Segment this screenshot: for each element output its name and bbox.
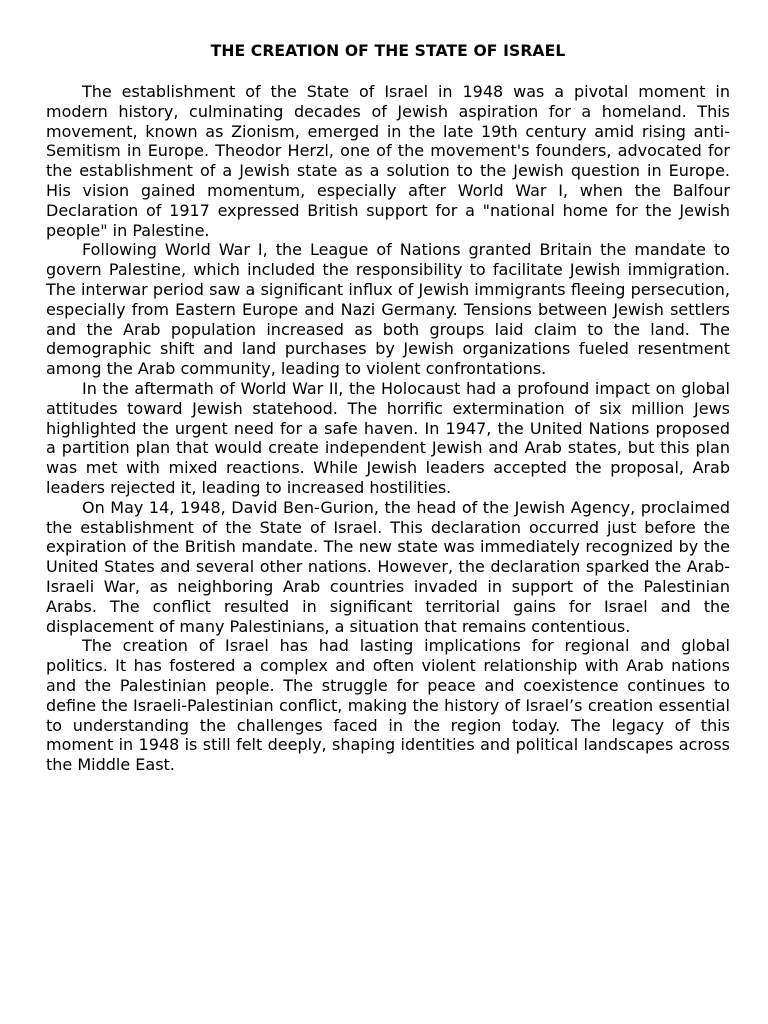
paragraph-lasting-implications: The creation of Israel has had lasting implications for regional and global politics. It has fostered a complex and often violent relationship with Arab nations and the Palestinian people. The struggle for peace and coexistence continues to define the Israeli-Palestinian conflict, making the history of Israel’s creation essential to understanding the challenges faced in the region today. The legacy of this moment in 1948 is still felt deeply, shaping identities and political landscapes across the Middle East.	[46, 636, 730, 775]
document-title: THE CREATION OF THE STATE OF ISRAEL	[210, 42, 566, 60]
paragraph-holocaust-partition: In the aftermath of World War II, the Holocaust had a profound impact on global attitudes toward Jewish statehood. The horrific extermination of six million Jews highlighted the urgent need for a safe haven. In 1947, the United Nations proposed a partition plan that would create independent Jewish and Arab states, but this plan was met with mixed reactions. While Jewish leaders accepted the proposal, Arab leaders rejected it, leading to increased hostilities.	[46, 378, 730, 497]
paragraph-british-mandate: Following World War I, the League of Nations granted Britain the mandate to govern Palestine, which included the responsibility to facilitate Jewish immigration. The interwar period saw a significant influx of Jewish immigrants fleeing persecution, especially from Eastern Europe and Nazi Germany. Tensions between Jewish settlers and the Arab population increased as both groups laid claim to the land. The demographic shift and land purchases by Jewish organizations fueled resentment among the Arab community, leading to violent confrontations.	[46, 240, 730, 379]
paragraph-declaration-war: On May 14, 1948, David Ben-Gurion, the head of the Jewish Agency, proclaimed the establishment of the State of Israel. This declaration occurred just before the expiration of the British mandate. The new state was immediately recognized by the United States and several other nations. However, the declaration sparked the Arab-Israeli War, as neighboring Arab countries invaded in support of the Palestinian Arabs. The conflict resulted in significant territorial gains for Israel and the displacement of many Palestinians, a situation that remains contentious.	[46, 497, 730, 636]
paragraph-zionism: The establishment of the State of Israel in 1948 was a pivotal moment in modern history, culminating decades of Jewish aspiration for a homeland. This movement, known as Zionism, emerged in the late 19th century amid rising anti-Semitism in Europe. Theodor Herzl, one of the movement's founders, advocated for the establishment of a Jewish state as a solution to the Jewish question in Europe. His vision gained momentum, especially after World War I, when the Balfour Declaration of 1917 expressed British support for a "national home for the Jewish people" in Palestine.	[46, 82, 730, 240]
document-page	[46, 40, 730, 775]
